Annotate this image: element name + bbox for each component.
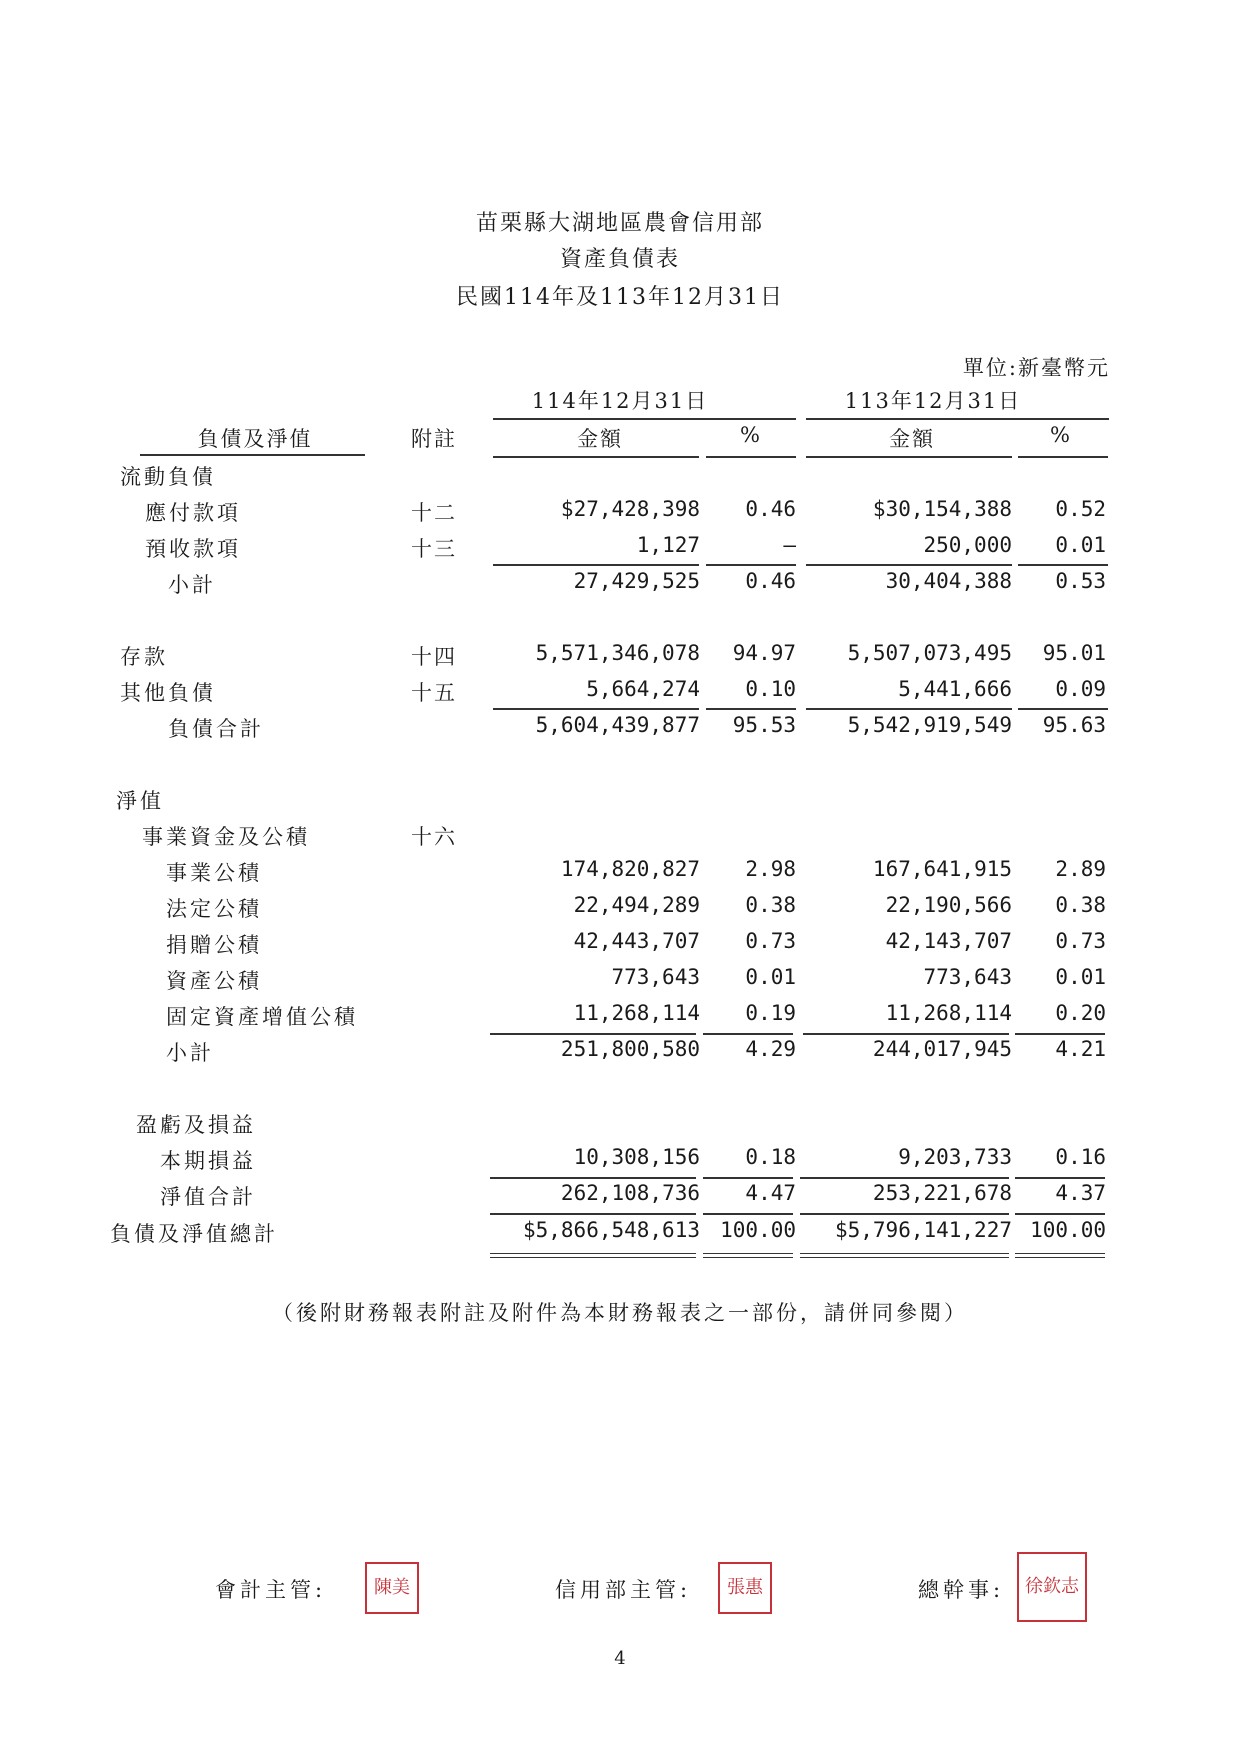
amount-113: 30,404,388 [885, 569, 1012, 593]
row-label: 流動負債 [120, 465, 216, 489]
row-label: 法定公積 [166, 897, 262, 921]
row-label: 事業公積 [166, 861, 262, 885]
amount-114: 5,664,274 [586, 677, 700, 701]
col-year-113: 113年12月31日 [844, 389, 1022, 413]
pct-113: 0.20 [1055, 1001, 1106, 1025]
report-title: 資產負債表 [559, 247, 680, 272]
pct-113: 0.53 [1055, 569, 1106, 593]
subtotal-rule [1018, 564, 1108, 566]
row-note: 十三 [411, 537, 457, 561]
amount-113: 42,143,707 [885, 929, 1012, 953]
row-note: 十四 [411, 645, 457, 669]
amount-113: 5,542,919,549 [847, 713, 1012, 737]
pct-113: 0.01 [1055, 533, 1106, 557]
total-double-rule [800, 1253, 1009, 1258]
pct-114: 0.01 [745, 965, 796, 989]
subtotal-rule [490, 1033, 696, 1035]
page-number: 4 [614, 1648, 626, 1669]
subtotal-rule [490, 1213, 696, 1215]
amount-114: 22,494,289 [573, 893, 700, 917]
rule-amount-113 [806, 456, 1012, 458]
subtotal-rule [800, 1177, 1009, 1179]
footnote: （後附財務報表附註及附件為本財務報表之一部份，請併同參閱） [272, 1301, 968, 1325]
sig-general-label: 總幹事: [918, 1578, 1005, 1602]
pct-113: 0.52 [1055, 497, 1106, 521]
pct-113: 0.38 [1055, 893, 1106, 917]
pct-114: 0.10 [745, 677, 796, 701]
subtotal-rule [706, 708, 796, 710]
subtotal-rule [806, 564, 1012, 566]
amount-113: $5,796,141,227 [834, 1218, 1012, 1242]
rule-pct-113 [1018, 456, 1108, 458]
row-label: 本期損益 [160, 1149, 256, 1173]
subtotal-rule [800, 1213, 1009, 1215]
amount-114: $27,428,398 [560, 497, 700, 521]
total-double-rule [1015, 1253, 1105, 1258]
amount-113: 244,017,945 [872, 1037, 1012, 1061]
org-name: 苗栗縣大湖地區農會信用部 [475, 211, 764, 236]
subtotal-rule [1015, 1033, 1105, 1035]
pct-113: 95.63 [1042, 713, 1106, 737]
row-label: 預收款項 [145, 537, 241, 561]
pct-114: 4.47 [745, 1181, 796, 1205]
pct-113: 0.16 [1055, 1145, 1106, 1169]
pct-114: 95.53 [732, 713, 796, 737]
row-label: 捐贈公積 [166, 933, 262, 957]
pct-114: 2.98 [745, 857, 796, 881]
row-label: 事業資金及公積 [142, 825, 310, 849]
total-double-rule [703, 1253, 793, 1258]
pct-114: 0.18 [745, 1145, 796, 1169]
seal-accounting-text: 陳美 [374, 1577, 410, 1598]
amount-113: 773,643 [923, 965, 1012, 989]
rule-item [140, 454, 365, 456]
pct-114: 0.46 [745, 497, 796, 521]
amount-113: $30,154,388 [872, 497, 1012, 521]
row-label: 淨值合計 [160, 1185, 256, 1209]
amount-114: 5,604,439,877 [535, 713, 700, 737]
pct-114: 0.73 [745, 929, 796, 953]
amount-113: 22,190,566 [885, 893, 1012, 917]
amount-113: 9,203,733 [898, 1145, 1012, 1169]
subtotal-rule [806, 708, 1012, 710]
currency-unit: 單位:新臺幣元 [962, 356, 1110, 380]
amount-114: $5,866,548,613 [522, 1218, 700, 1242]
pct-114: 0.19 [745, 1001, 796, 1025]
pct-113: 2.89 [1055, 857, 1106, 881]
subtotal-rule [1015, 1177, 1105, 1179]
pct-114: — [783, 533, 796, 557]
col-note: 附註 [411, 427, 457, 451]
pct-113: 100.00 [1030, 1218, 1106, 1242]
amount-114: 262,108,736 [560, 1181, 700, 1205]
pct-114: 0.46 [745, 569, 796, 593]
row-label: 資產公積 [166, 969, 262, 993]
amount-113: 250,000 [923, 533, 1012, 557]
pct-114: 100.00 [720, 1218, 796, 1242]
seal-credit [718, 1562, 772, 1614]
subtotal-rule [493, 564, 699, 566]
pct-114: 94.97 [732, 641, 796, 665]
total-double-rule [490, 1253, 696, 1258]
report-period: 民國114年及113年12月31日 [456, 285, 784, 310]
seal-credit-text: 張惠 [727, 1577, 763, 1598]
subtotal-rule [1018, 708, 1108, 710]
row-note: 十六 [411, 825, 457, 849]
seal-general [1017, 1552, 1087, 1622]
subtotal-rule [1015, 1213, 1105, 1215]
amount-113: 5,441,666 [898, 677, 1012, 701]
subtotal-rule [803, 1033, 1009, 1035]
subtotal-rule [703, 1177, 793, 1179]
amount-114: 42,443,707 [573, 929, 700, 953]
amount-113: 167,641,915 [872, 857, 1012, 881]
amount-113: 253,221,678 [872, 1181, 1012, 1205]
col-amount-114: 金額 [577, 427, 623, 451]
amount-113: 5,507,073,495 [847, 641, 1012, 665]
row-label: 存款 [120, 645, 168, 669]
rule-amount-114 [493, 456, 699, 458]
col-amount-113: 金額 [889, 427, 935, 451]
row-label: 小計 [166, 1041, 214, 1065]
col-pct-114: % [740, 423, 762, 447]
pct-114: 4.29 [745, 1037, 796, 1061]
amount-114: 11,268,114 [573, 1001, 700, 1025]
col-year-114: 114年12月31日 [531, 389, 709, 413]
rule-114 [493, 418, 796, 420]
pct-113: 4.21 [1055, 1037, 1106, 1061]
seal-general-text: 徐欽志 [1025, 1576, 1079, 1597]
seal-accounting [365, 1562, 419, 1614]
row-note: 十五 [411, 681, 457, 705]
subtotal-rule [490, 1177, 696, 1179]
subtotal-rule [493, 708, 699, 710]
row-label: 固定資產增值公積 [166, 1005, 358, 1029]
amount-114: 27,429,525 [573, 569, 700, 593]
col-pct-113: % [1050, 423, 1072, 447]
pct-113: 4.37 [1055, 1181, 1106, 1205]
amount-114: 10,308,156 [573, 1145, 700, 1169]
row-label: 負債及淨值總計 [110, 1222, 278, 1246]
sig-credit-label: 信用部主管: [555, 1578, 692, 1602]
row-label: 負債合計 [168, 717, 264, 741]
amount-113: 11,268,114 [885, 1001, 1012, 1025]
col-item: 負債及淨值 [197, 427, 313, 451]
pct-113: 0.09 [1055, 677, 1106, 701]
row-note: 十二 [411, 501, 457, 525]
pct-114: 0.38 [745, 893, 796, 917]
amount-114: 773,643 [611, 965, 700, 989]
row-label: 小計 [168, 573, 216, 597]
pct-113: 0.01 [1055, 965, 1106, 989]
amount-114: 174,820,827 [560, 857, 700, 881]
row-label: 應付款項 [145, 501, 241, 525]
rule-113 [806, 418, 1109, 420]
subtotal-rule [703, 1213, 793, 1215]
row-label: 淨值 [116, 789, 164, 813]
amount-114: 251,800,580 [560, 1037, 700, 1061]
sig-accounting-label: 會計主管: [215, 1578, 327, 1602]
rule-pct-114 [706, 456, 796, 458]
amount-114: 1,127 [636, 533, 700, 557]
amount-114: 5,571,346,078 [535, 641, 700, 665]
pct-113: 95.01 [1042, 641, 1106, 665]
subtotal-rule [706, 564, 796, 566]
subtotal-rule [703, 1033, 793, 1035]
row-label: 其他負債 [120, 681, 216, 705]
row-label: 盈虧及損益 [136, 1113, 256, 1137]
pct-113: 0.73 [1055, 929, 1106, 953]
